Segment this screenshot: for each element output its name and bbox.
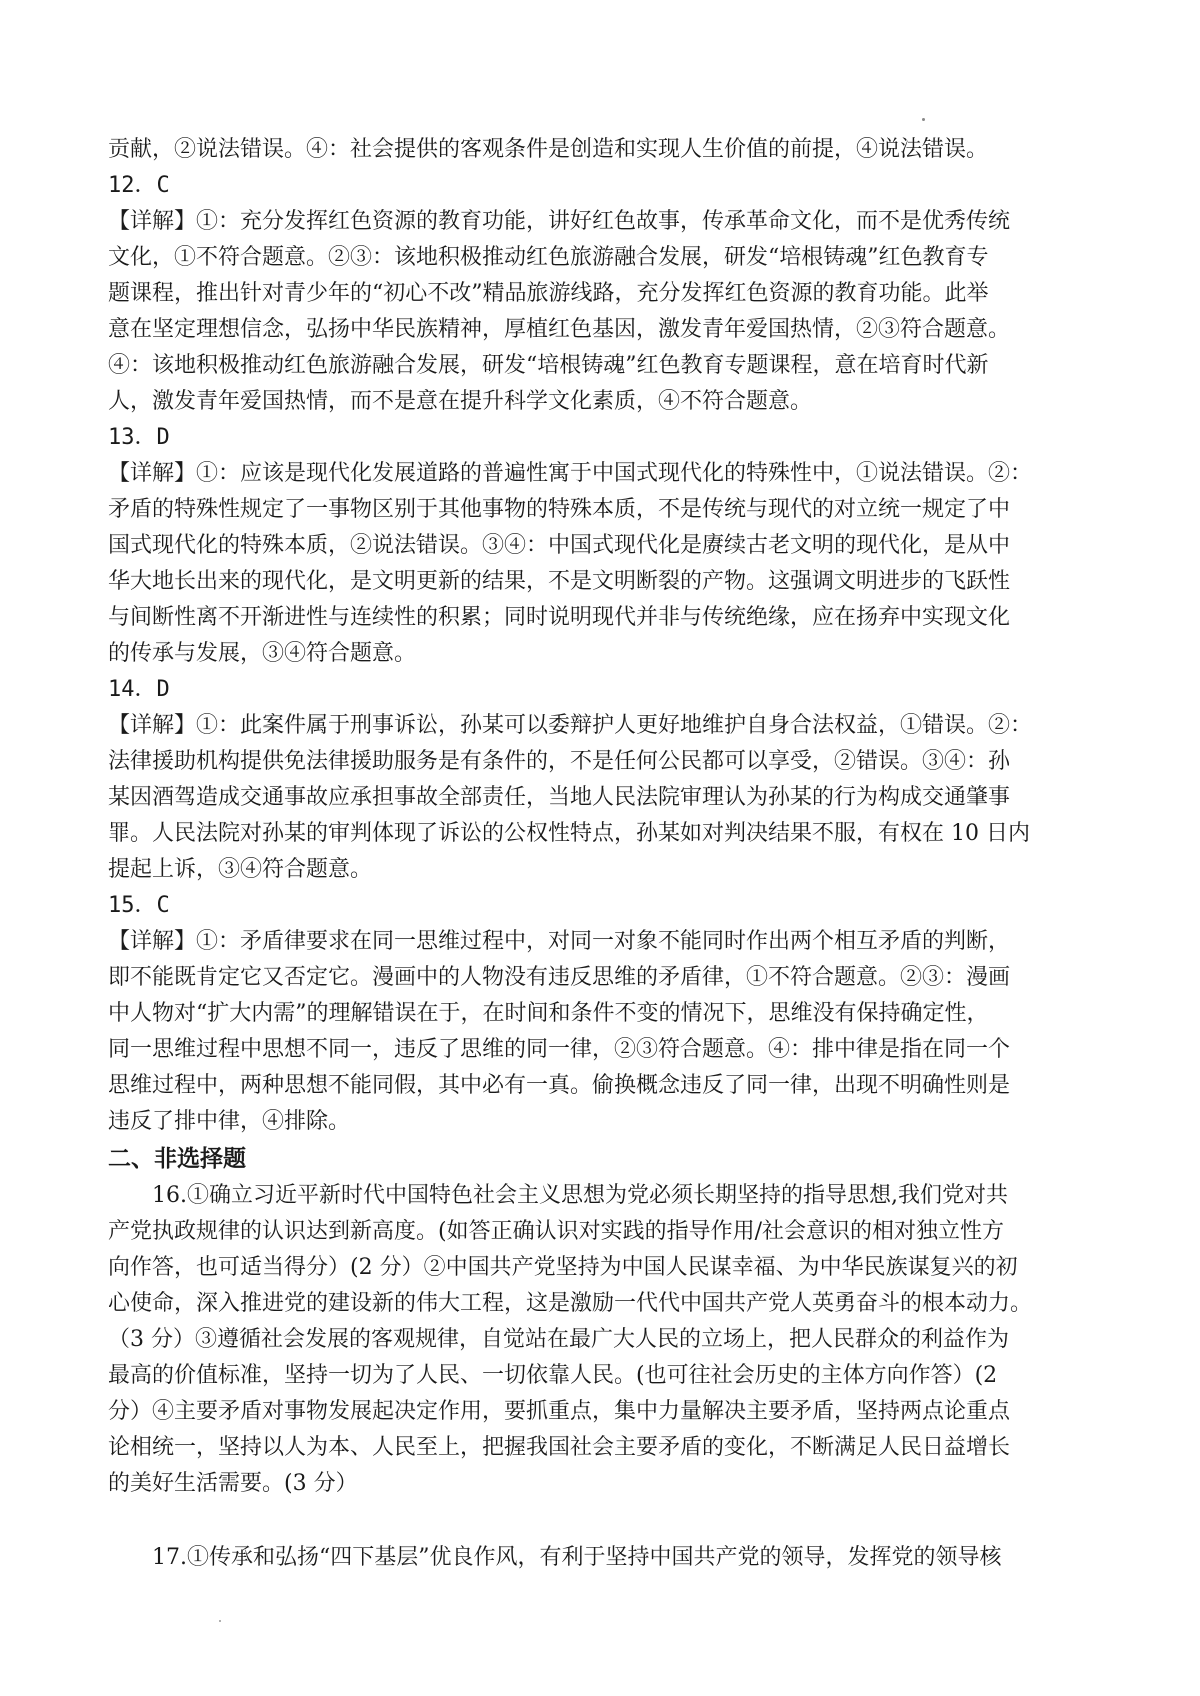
explanation-line: 文化，①不符合题意。②③：该地积极推动红色旅游融合发展，研发“培根铸魂”红色教育专 — [108, 245, 989, 270]
explanation-line: ④：该地积极推动红色旅游融合发展，研发“培根铸魂”红色教育专题课程，意在培育时代新 — [108, 353, 989, 378]
answer-number: 12．C — [108, 173, 170, 198]
answer-block-13 — [108, 420, 1108, 672]
explanation-line: 【详解】①：此案件属于刑事诉讼，孙某可以委辩护人更好地维护自身合法权益，①错误。②： — [108, 713, 1033, 738]
answer-line: （3 分）③遵循社会发展的客观规律，自觉站在最广大人民的立场上，把人民群众的利益作为 — [108, 1327, 1009, 1352]
explanation-line: 的传承与发展，③④符合题意。 — [108, 641, 417, 666]
answer-number: 14．D — [108, 677, 170, 702]
answer-line: 的美好生活需要。(3 分） — [108, 1471, 358, 1496]
explanation-line: 罪。人民法院对孙某的审判体现了诉讼的公权性特点，孙某如对判决结果不服，有权在 10 日内 — [108, 821, 1030, 846]
explanation-line: 提起上诉，③④符合题意。 — [108, 857, 373, 882]
explanation-line: 意在坚定理想信念，弘扬中华民族精神，厚植红色基因，激发青年爱国热情，②③符合题意。 — [108, 317, 1011, 342]
answer-block-16 — [108, 1178, 1108, 1502]
explanation-line: 即不能既肯定它又否定它。漫画中的人物没有违反思维的矛盾律，①不符合题意。②③：漫画 — [108, 965, 1011, 990]
answer-block-12 — [108, 168, 1108, 420]
explanation-line: 同一思维过程中思想不同一，违反了思维的同一律，②③符合题意。④：排中律是指在同一个 — [108, 1037, 1011, 1062]
explanation-line: 题课程，推出针对青少年的“初心不改”精品旅游线路，充分发挥红色资源的教育功能。此举 — [108, 281, 989, 306]
answer-line: 最高的价值标准，坚持一切为了人民、一切依靠人民。(也可往社会历史的主体方向作答）(2 — [108, 1363, 998, 1388]
continuation-line: 贡献，②说法错误。④：社会提供的客观条件是创造和实现人生价值的前提，④说法错误。 — [108, 137, 989, 162]
explanation-line: 思维过程中，两种思想不能同假，其中必有一真。偷换概念违反了同一律，出现不明确性则是 — [108, 1073, 1011, 1098]
answer-block-15 — [108, 888, 1108, 1140]
scan-speck — [219, 1620, 221, 1622]
answer-block-17 — [108, 1540, 1108, 1576]
explanation-line: 与间断性离不开渐进性与连续性的积累；同时说明现代并非与传统绝缘，应在扬弃中实现文化 — [108, 605, 1011, 630]
answer-line: 向作答，也可适当得分）(2 分）②中国共产党坚持为中国人民谋幸福、为中华民族谋复兴的初 — [108, 1255, 1018, 1280]
explanation-line: 【详解】①：充分发挥红色资源的教育功能，讲好红色故事，传承革命文化，而不是优秀传统 — [108, 209, 1011, 234]
scan-speck — [922, 118, 925, 121]
answer-block-14 — [108, 672, 1108, 888]
explanation-line: 矛盾的特殊性规定了一事物区别于其他事物的特殊本质，不是传统与现代的对立统一规定了中 — [108, 497, 1011, 522]
answer-line: 产党执政规律的认识达到新高度。(如答正确认识对实践的指导作用/社会意识的相对独立性方 — [108, 1219, 1004, 1244]
document-body — [108, 132, 1108, 1576]
spacer — [108, 1502, 1108, 1540]
explanation-line: 某因酒驾造成交通事故应承担事故全部责任，当地人民法院审理认为孙某的行为构成交通肇事 — [108, 785, 1011, 810]
explanation-line: 【详解】①：应该是现代化发展道路的普遍性寓于中国式现代化的特殊性中，①说法错误。②： — [108, 461, 1033, 486]
answer-line: 17.①传承和弘扬“四下基层”优良作风，有利于坚持中国共产党的领导，发挥党的领导核 — [152, 1545, 1002, 1570]
answer-line: 分）④主要矛盾对事物发展起决定作用，要抓重点，集中力量解决主要矛盾，坚持两点论重点 — [108, 1399, 1011, 1424]
answer-line: 16.①确立习近平新时代中国特色社会主义思想为党必须长期坚持的指导思想,我们党对共 — [152, 1183, 1008, 1208]
answer-number: 15．C — [108, 893, 170, 918]
explanation-line: 人，激发青年爱国热情，而不是意在提升科学文化素质，④不符合题意。 — [108, 389, 813, 414]
explanation-line: 中人物对“扩大内需”的理解错误在于，在时间和条件不变的情况下，思维没有保持确定性， — [108, 1001, 989, 1026]
section-heading: 二、非选择题 — [108, 1146, 246, 1172]
answer-number: 13．D — [108, 425, 170, 450]
answer-line: 论相统一，坚持以人为本、人民至上，把握我国社会主要矛盾的变化，不断满足人民日益增长 — [108, 1435, 1011, 1460]
explanation-line: 法律援助机构提供免法律援助服务是有条件的，不是任何公民都可以享受，②错误。③④：孙 — [108, 749, 1011, 774]
explanation-line: 国式现代化的特殊本质，②说法错误。③④：中国式现代化是赓续古老文明的现代化，是从中 — [108, 533, 1011, 558]
explanation-line: 【详解】①：矛盾律要求在同一思维过程中，对同一对象不能同时作出两个相互矛盾的判断， — [108, 929, 1011, 954]
explanation-line: 华大地长出来的现代化，是文明更新的结果，不是文明断裂的产物。这强调文明进步的飞跃性 — [108, 569, 1011, 594]
explanation-line: 违反了排中律，④排除。 — [108, 1109, 351, 1134]
answer-line: 心使命，深入推进党的建设新的伟大工程，这是激励一代代中国共产党人英勇奋斗的根本动力。 — [108, 1291, 1033, 1316]
